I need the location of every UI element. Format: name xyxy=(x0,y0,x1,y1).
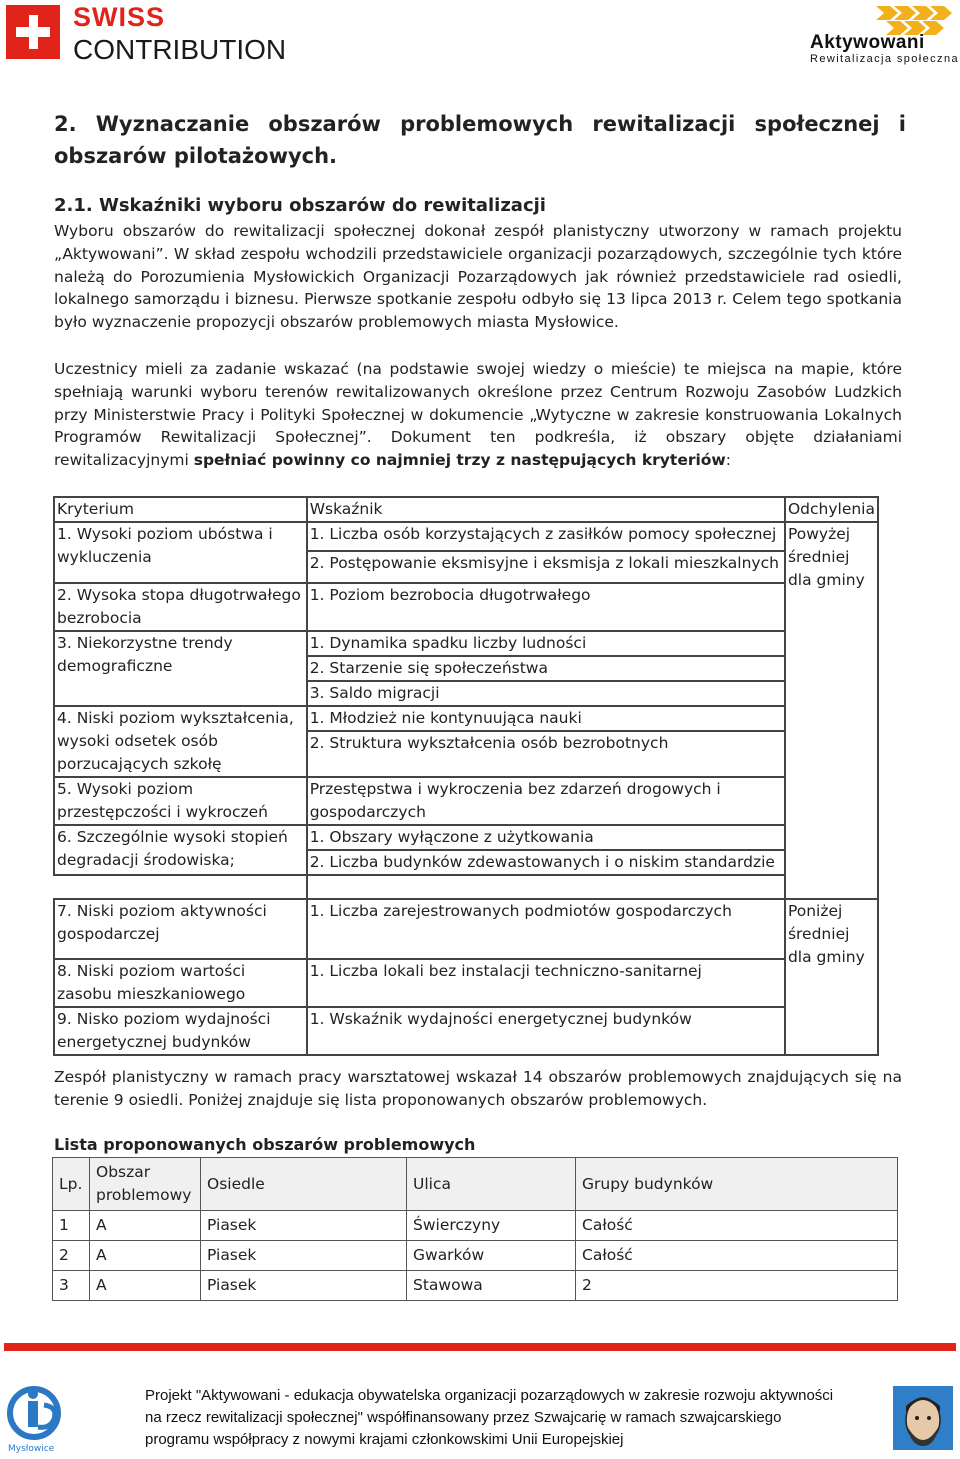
header-criterion: Kryterium xyxy=(54,497,307,522)
indicator-cell: 1. Liczba lokali bez instalacji techniczno-sanitarnej xyxy=(307,959,785,1007)
table-row xyxy=(54,899,878,959)
header-indicator: Wskaźnik xyxy=(307,497,785,522)
indicator-cell: 2. Struktura wykształcenia osób bezrobotnych xyxy=(307,731,785,777)
table-row xyxy=(54,825,878,850)
table-row xyxy=(54,522,878,551)
table-row xyxy=(54,777,878,825)
header-area: Obszar problemowy xyxy=(90,1158,201,1211)
cell-lp: 2 xyxy=(53,1241,90,1271)
header-deviation: Odchylenia xyxy=(785,497,878,522)
criteria-paragraph-text: Uczestnicy mieli za zadanie wskazać (na podstawie swojej wiedzy o mieście) te miejsca na mapie, które spełniają warunki wyboru terenów rewitalizowanych określone przez Centrum Rozwoju Zasobów Ludzkich przy Ministerstwie Pracy i Polityki Społecznej w dokumencie „Wytyczne w zakresie konstruowania Lokalnych Programów Rewitalizacji Społecznej”. Dokument ten podkreśla, iż obszary objęte działaniami rewitalizacyjnymi xyxy=(54,360,902,470)
section-title: 2. Wyznaczanie obszarów problemowych rewitalizacji społecznej i obszarów pilotażowych. xyxy=(54,112,906,168)
criteria-table xyxy=(53,496,879,1056)
criterion-cell: 7. Niski poziom aktywności gospodarczej xyxy=(54,899,307,959)
indicator-cell: 1. Poziom bezrobocia długotrwałego xyxy=(307,583,785,631)
indicator-cell: 2. Starzenie się społeczeństwa xyxy=(307,656,785,681)
table-row xyxy=(53,1271,898,1301)
cell-area: A xyxy=(90,1211,201,1241)
cell-street: Stawowa xyxy=(407,1271,576,1301)
criterion-cell: 6. Szczególnie wysoki stopień degradacji środowiska; xyxy=(54,825,307,875)
intro-paragraph: Wyboru obszarów do rewitalizacji społecznej dokonał zespół planistyczny utworzony w ramach projektu „Aktywowani”. W skład zespołu wchodzili przedstawiciele organizacji pozarządowych, szczególnie tych które należą do Porozumienia Mysłowickich Organizacji Pozarządowych jak również przedstawiciele rad osiedli, lokalnego samorządu i biznesu. Pierwsze spotkanie zespołu odbyło się 13 lipca 2013 r. Celem tego spotkania było wyznaczenie propozycji obszarów problemowych miasta Mysłowice. xyxy=(54,222,902,332)
header-lp: Lp. xyxy=(53,1158,90,1211)
table-row xyxy=(54,1007,878,1055)
criterion-cell: 2. Wysoka stopa długotrwałego bezrobocia xyxy=(54,583,307,631)
summary-paragraph: Zespół planistyczny w ramach pracy warsztatowej wskazał 14 obszarów problemowych znajdujących się na terenie 9 osiedli. Poniżej znajduje się lista proponowanych obszarów problemowych. xyxy=(54,1068,902,1109)
criteria-paragraph-end: : xyxy=(725,451,731,470)
header-estate: Osiedle xyxy=(201,1158,407,1211)
cell-street: Gwarków xyxy=(407,1241,576,1271)
cell-street: Świerczyny xyxy=(407,1211,576,1241)
criteria-paragraph-bold: spełniać powinny co najmniej trzy z następujących kryteriów xyxy=(193,451,726,470)
table-gap-row xyxy=(54,875,878,899)
criterion-cell: 8. Niski poziom wartości zasobu mieszkaniowego xyxy=(54,959,307,1007)
cell-estate: Piasek xyxy=(201,1211,407,1241)
table-row xyxy=(54,959,878,1007)
indicator-cell: 1. Liczba zarejestrowanych podmiotów gospodarczych xyxy=(307,899,785,959)
indicator-cell: 1. Dynamika spadku liczby ludności xyxy=(307,631,785,656)
criteria-table-header xyxy=(54,497,878,522)
criterion-cell: 4. Niski poziom wykształcenia, wysoki odsetek osób porzucających szkołę xyxy=(54,706,307,777)
cell-building-groups: Całość xyxy=(576,1211,898,1241)
header-street: Ulica xyxy=(407,1158,576,1211)
criterion-cell: 5. Wysoki poziom przestępczości i wykroczeń xyxy=(54,777,307,825)
areas-list-title: Lista proponowanych obszarów problemowych xyxy=(54,1135,476,1154)
cell-lp: 3 xyxy=(53,1271,90,1301)
table-row xyxy=(53,1211,898,1241)
indicator-cell: 1. Młodzież nie kontynuująca nauki xyxy=(307,706,785,731)
mascot-portrait-icon xyxy=(893,1386,953,1450)
deviation-above-cell: Powyżej średniej dla gminy xyxy=(785,522,878,899)
aktywowani-logo-title: Aktywowani xyxy=(810,32,925,53)
swiss-logo-line1: SWISS xyxy=(73,2,166,32)
indicator-cell: Przestępstwa i wykroczenia bez zdarzeń drogowych i gospodarczych xyxy=(307,777,785,825)
cell-estate: Piasek xyxy=(201,1271,407,1301)
cell-area: A xyxy=(90,1241,201,1271)
areas-table-header xyxy=(53,1158,898,1211)
criterion-cell: 3. Niekorzystne trendy demograficzne xyxy=(54,631,307,706)
table-row xyxy=(54,706,878,731)
cell-lp: 1 xyxy=(53,1211,90,1241)
footer-divider xyxy=(4,1343,956,1351)
cell-building-groups: 2 xyxy=(576,1271,898,1301)
indicator-cell: 1. Wskaźnik wydajności energetycznej budynków xyxy=(307,1007,785,1055)
subsection-title: 2.1. Wskaźniki wyboru obszarów do rewitalizacji xyxy=(54,195,546,216)
myslowice-logo-icon xyxy=(4,1385,68,1455)
cell-building-groups: Całość xyxy=(576,1241,898,1271)
indicator-cell: 3. Saldo migracji xyxy=(307,681,785,706)
aktywowani-logo-subtitle: Rewitalizacja społeczna xyxy=(810,53,959,65)
swiss-logo-line2: CONTRIBUTION xyxy=(73,34,287,65)
areas-table xyxy=(52,1157,898,1301)
cell-estate: Piasek xyxy=(201,1241,407,1271)
criteria-paragraph xyxy=(54,358,902,472)
criterion-cell: 9. Nisko poziom wydajności energetycznej budynków xyxy=(54,1007,307,1055)
table-row xyxy=(54,583,878,631)
header-building-groups: Grupy budynków xyxy=(576,1158,898,1211)
cell-area: A xyxy=(90,1271,201,1301)
table-row xyxy=(54,631,878,656)
criterion-cell: 1. Wysoki poziom ubóstwa i wykluczenia xyxy=(54,522,307,583)
table-row xyxy=(53,1241,898,1271)
indicator-cell: 1. Liczba osób korzystających z zasiłków pomocy społecznej xyxy=(307,522,785,551)
footer-project-note: Projekt "Aktywowani - edukacja obywatelska organizacji pozarządowych w zakresie rozwoju aktywności na rzecz rewitalizacji społecznej" współfinansowany przez Szwajcarię w ramach szwajcarskiego programu współpracy z nowymi krajami członkowskimi Unii Europejskiej xyxy=(145,1387,834,1448)
deviation-below-cell: Poniżej średniej dla gminy xyxy=(785,899,878,1055)
indicator-cell: 2. Postępowanie eksmisyjne i eksmisja z lokali mieszkalnych xyxy=(307,551,785,583)
indicator-cell: 1. Obszary wyłączone z użytkowania xyxy=(307,825,785,850)
swiss-flag-logo xyxy=(6,5,60,59)
myslowice-logo-text: Mysłowice xyxy=(8,1444,55,1454)
indicator-cell: 2. Liczba budynków zdewastowanych i o niskim standardzie xyxy=(307,850,785,875)
